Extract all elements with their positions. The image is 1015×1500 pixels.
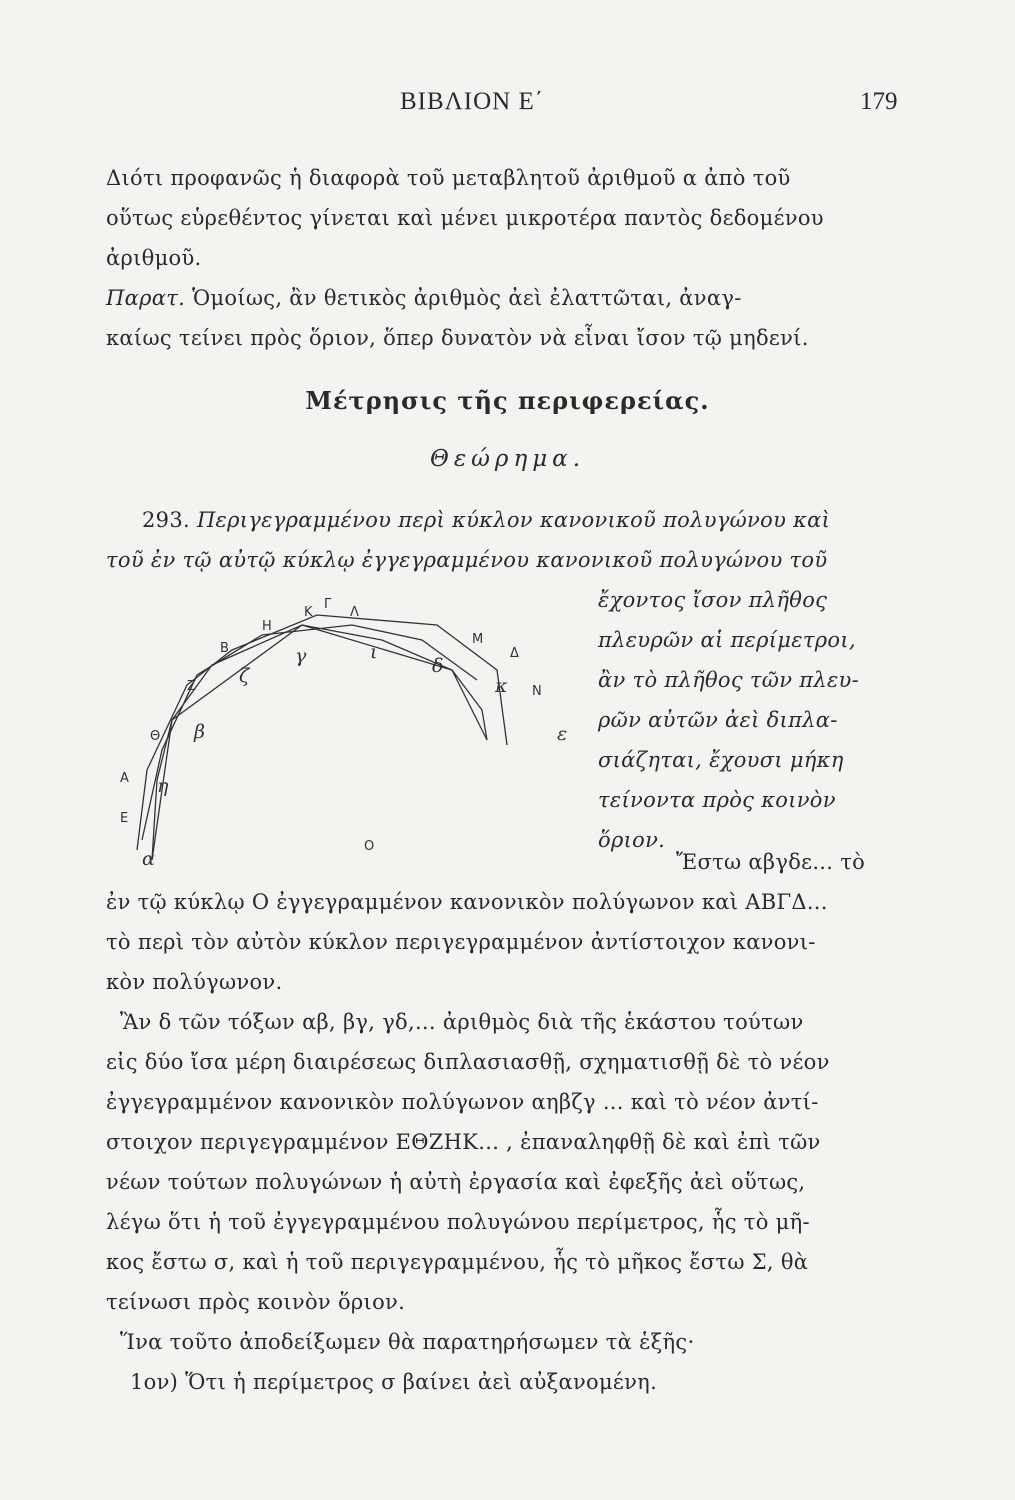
text-line: οὕτως εὑρεθέντος γίνεται καὶ μένει μικροτέρα παντὸς δεδομένου: [106, 206, 824, 230]
remark-line: [106, 286, 742, 310]
text-line: εἰς δύο ἴσα μέρη διαιρέσεως διπλασιασθῇ, σχηματισθῇ δὲ τὸ νέον: [106, 1050, 830, 1074]
figure-label: Δ: [510, 646, 519, 661]
page-number: 179: [860, 88, 898, 115]
text-line: Ἂν δ τῶν τόξων αβ, βγ, γδ,... ἀριθμὸς διὰ τῆς ἑκάστου τούτων: [120, 1010, 804, 1034]
figure-label: ε: [557, 723, 568, 745]
text-line: Διότι προφανῶς ἡ διαφορὰ τοῦ μεταβλητοῦ ἀριθμοῦ α ἀπὸ τοῦ: [106, 166, 791, 190]
figure-label: Η: [262, 619, 272, 634]
text-line: στοιχον περιγεγραμμένον ΕΘΖΗΚ... , ἐπαναληφθῇ δὲ καὶ ἐπὶ τῶν: [106, 1130, 821, 1154]
text-line: ἐγγεγραμμένον κανονικὸν πολύγωνον αηβζγ ... καὶ τὸ νέον ἀντί-: [106, 1090, 819, 1114]
figure-label: γ: [295, 645, 307, 667]
running-title: ΒΙΒΛΙΟΝ Ε΄: [400, 88, 545, 115]
theorem-line: τοῦ ἐν τῷ αὐτῷ κύκλῳ ἐγγεγραμμένου κανονικοῦ πολυγώνου τοῦ: [106, 548, 828, 572]
figure-label: Γ: [324, 597, 332, 612]
text-line: ἀριθμοῦ.: [106, 246, 202, 270]
figure-label: Κ: [304, 605, 313, 620]
remark-text: Ὁμοίως, ἂν θετικὸς ἀριθμὸς ἀεὶ ἐλαττῶται, ἀναγ-: [185, 286, 742, 310]
theorem-side-line: σιάζηται, ἔχουσι μήκη: [598, 748, 844, 772]
figure-label: Α: [120, 771, 129, 786]
figure-label: κ: [495, 675, 508, 697]
figure-label: ζ: [239, 665, 250, 687]
text-line: 1ον) Ὅτι ἡ περίμετρος σ βαίνει ἀεὶ αὐξανομένη.: [130, 1370, 658, 1394]
theorem-side-line: ἔχοντος ἴσον πλῆθος: [598, 588, 828, 612]
theorem-side-line: τείνοντα πρὸς κοινὸν: [598, 788, 836, 812]
figure-label: Ο: [364, 839, 375, 854]
figure-label: δ: [432, 655, 444, 677]
refined-circumscribed-polygon: [142, 625, 477, 840]
text-line: κος ἔστω σ, καὶ ἡ τοῦ περιγεγραμμένου, ἧς τὸ μῆκος ἔστω Σ, θὰ: [106, 1250, 809, 1274]
theorem-line: [106, 508, 830, 532]
text-line: τείνωσι πρὸς κοινὸν ὅριον.: [106, 1290, 406, 1314]
text-line: λέγω ὅτι ἡ τοῦ ἐγγεγραμμένου πολυγώνου περίμετρος, ἧς τὸ μῆ-: [106, 1210, 810, 1234]
circumscribed-polygon: [137, 615, 507, 850]
remark-label: Παρατ.: [106, 286, 186, 310]
theorem-text: Περιγεγραμμένου περὶ κύκλον κανονικοῦ πολυγώνου καὶ: [189, 508, 831, 532]
figure-label: Β: [220, 641, 229, 656]
figure-label: β: [194, 721, 205, 743]
figure-label: Ν: [532, 684, 542, 699]
figure-label: Ε: [120, 811, 129, 826]
figure-label: Μ: [472, 632, 484, 647]
text-line: κὸν πολύγωνον.: [106, 970, 283, 994]
figure-label: Λ: [350, 605, 359, 620]
section-heading: Μέτρησις τῆς περιφερείας.: [305, 386, 710, 415]
figure-label: Ζ: [187, 679, 196, 694]
theorem-side-line: ρῶν αὐτῶν ἀεὶ διπλα-: [598, 708, 838, 732]
figure-label: Θ: [150, 729, 161, 744]
geometry-figure: [112, 580, 592, 880]
figure-label: α: [142, 848, 155, 870]
theorem-number: 293.: [142, 508, 190, 532]
text-line: τὸ περὶ τὸν αὐτὸν κύκλον περιγεγραμμένον ἀντίστοιχον κανονι-: [106, 930, 816, 954]
theorem-heading: Θεώρημα.: [429, 446, 586, 472]
text-line: νέων τούτων πολυγώνων ἡ αὐτὴ ἐργασία καὶ ἐφεξῆς ἀεὶ οὕτως,: [106, 1170, 806, 1194]
theorem-side-line: ὅριον.: [598, 828, 666, 852]
proof-start: Ἔστω αβγδε... τὸ: [676, 850, 866, 874]
theorem-side-line: ἂν τὸ πλῆθος τῶν πλευ-: [598, 668, 859, 692]
text-line: ἐν τῷ κύκλῳ Ο ἐγγεγραμμένον κανονικὸν πολύγωνον καὶ ΑΒΓΔ...: [106, 890, 828, 914]
theorem-side-line: πλευρῶν αἱ περίμετροι,: [598, 628, 856, 652]
page-header: [0, 88, 1015, 118]
text-line: Ἵνα τοῦτο ἀποδείξωμεν θὰ παρατηρήσωμεν τὰ ἑξῆς·: [120, 1330, 695, 1354]
figure-label: η: [157, 775, 169, 797]
figure-label: ι: [370, 641, 378, 663]
text-line: καίως τείνει πρὸς ὅριον, ὅπερ δυνατὸν νὰ εἶναι ἴσον τῷ μηδενί.: [106, 326, 809, 350]
